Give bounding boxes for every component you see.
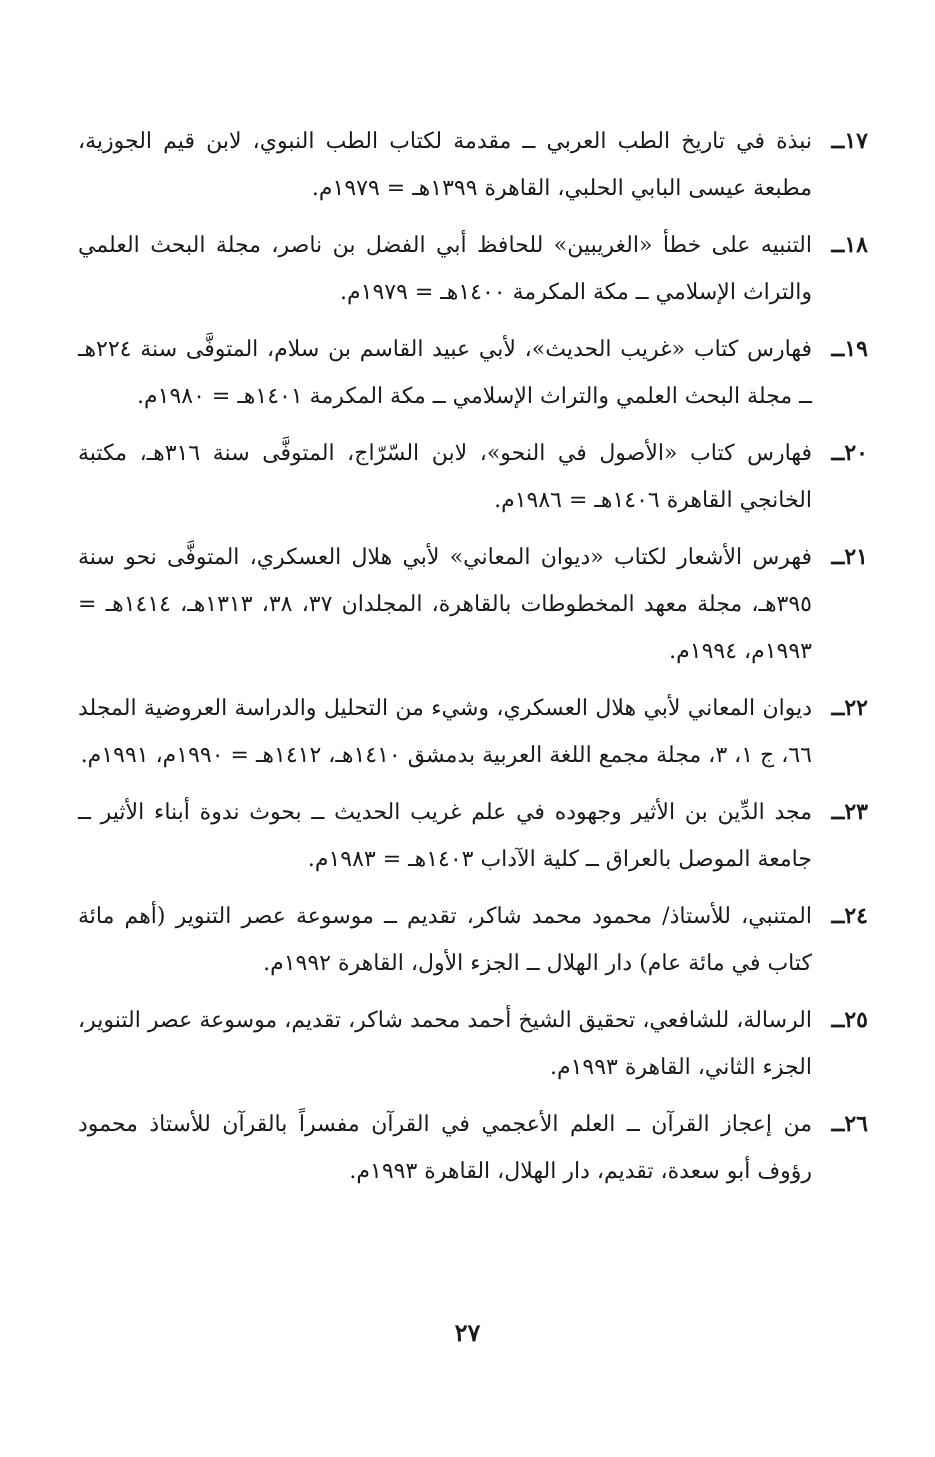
list-item <box>78 1101 868 1195</box>
item-number: ٢٢ــ <box>831 695 868 721</box>
item-number: ١٧ــ <box>831 128 868 154</box>
item-text: مجد الدِّين بن الأثير وجهوده في علم غريب الحديث ــ بحوث ندوة أبناء الأثير ــ جامعة الموصل بالعراق ــ كلية الآداب ١٤٠٣هـ = ١٩٨٣م. <box>78 800 812 872</box>
bibliography-list <box>78 118 868 1205</box>
page-number: ٢٧ <box>454 1318 481 1347</box>
item-text: نبذة في تاريخ الطب العربي ــ مقدمة لكتاب الطب النبوي، لابن قيم الجوزية، مطبعة عيسى البابي الحلبي، القاهرة ١٣٩٩هـ = ١٩٧٩م. <box>78 129 812 201</box>
item-text: الرسالة، للشافعي، تحقيق الشيخ أحمد محمد شاكر، تقديم، موسوعة عصر التنوير، الجزء الثاني، القاهرة ١٩٩٣م. <box>78 1008 812 1080</box>
item-text: فهارس كتاب «غريب الحديث»، لأبي عبيد القاسم بن سلام، المتوفَّى سنة ٢٢٤هـ ــ مجلة البحث العلمي والتراث الإسلامي ــ مكة المكرمة ١٤٠١هـ = ١٩٨٠م. <box>78 337 812 409</box>
list-item <box>78 789 868 883</box>
list-item <box>78 893 868 987</box>
item-number: ٢٣ــ <box>831 799 868 825</box>
item-text: التنبيه على خطأ «الغريبين» للحافظ أبي الفضل بن ناصر، مجلة البحث العلمي والتراث الإسلامي ــ مكة المكرمة ١٤٠٠هـ = ١٩٧٩م. <box>78 233 812 305</box>
item-text: فهرس الأشعار لكتاب «ديوان المعاني» لأبي هلال العسكري، المتوفَّى نحو سنة ٣٩٥هـ، مجلة معهد المخطوطات بالقاهرة، المجلدان ٣٧، ٣٨، ١٣١٣هـ، ١٤١٤هـ = ١٩٩٣م، ١٩٩٤م. <box>78 545 812 664</box>
item-number: ٢١ــ <box>831 544 868 570</box>
item-number: ٢٤ــ <box>831 903 868 929</box>
list-item <box>78 997 868 1091</box>
item-number: ١٨ــ <box>831 232 868 258</box>
item-text: فهارس كتاب «الأصول في النحو»، لابن السّرّاج، المتوفَّى سنة ٣١٦هـ، مكتبة الخانجي القاهرة ١٤٠٦هـ = ١٩٨٦م. <box>78 441 812 513</box>
item-number: ٢٥ــ <box>831 1007 868 1033</box>
list-item <box>78 685 868 779</box>
item-number: ٢٦ــ <box>831 1111 868 1137</box>
item-text: من إعجاز القرآن ــ العلم الأعجمي في القرآن مفسراً بالقرآن للأستاذ محمود رؤوف أبو سعدة، تقديم، دار الهلال، القاهرة ١٩٩٣م. <box>78 1112 812 1184</box>
list-item <box>78 326 868 420</box>
list-item <box>78 430 868 524</box>
item-number: ١٩ــ <box>831 336 868 362</box>
list-item <box>78 222 868 316</box>
item-text: المتنبي، للأستاذ/ محمود محمد شاكر، تقديم ــ موسوعة عصر التنوير (أهم مائة كتاب في مائة عام) دار الهلال ــ الجزء الأول، القاهرة ١٩٩٢م. <box>78 904 812 976</box>
list-item <box>78 534 868 675</box>
list-item <box>78 118 868 212</box>
item-text: ديوان المعاني لأبي هلال العسكري، وشيء من التحليل والدراسة العروضية المجلد ٦٦، ج ١، ٣، مجلة مجمع اللغة العربية بدمشق ١٤١٠هـ، ١٤١٢هـ = ١٩٩٠م، ١٩٩١م. <box>78 696 812 768</box>
item-number: ٢٠ــ <box>831 440 868 466</box>
